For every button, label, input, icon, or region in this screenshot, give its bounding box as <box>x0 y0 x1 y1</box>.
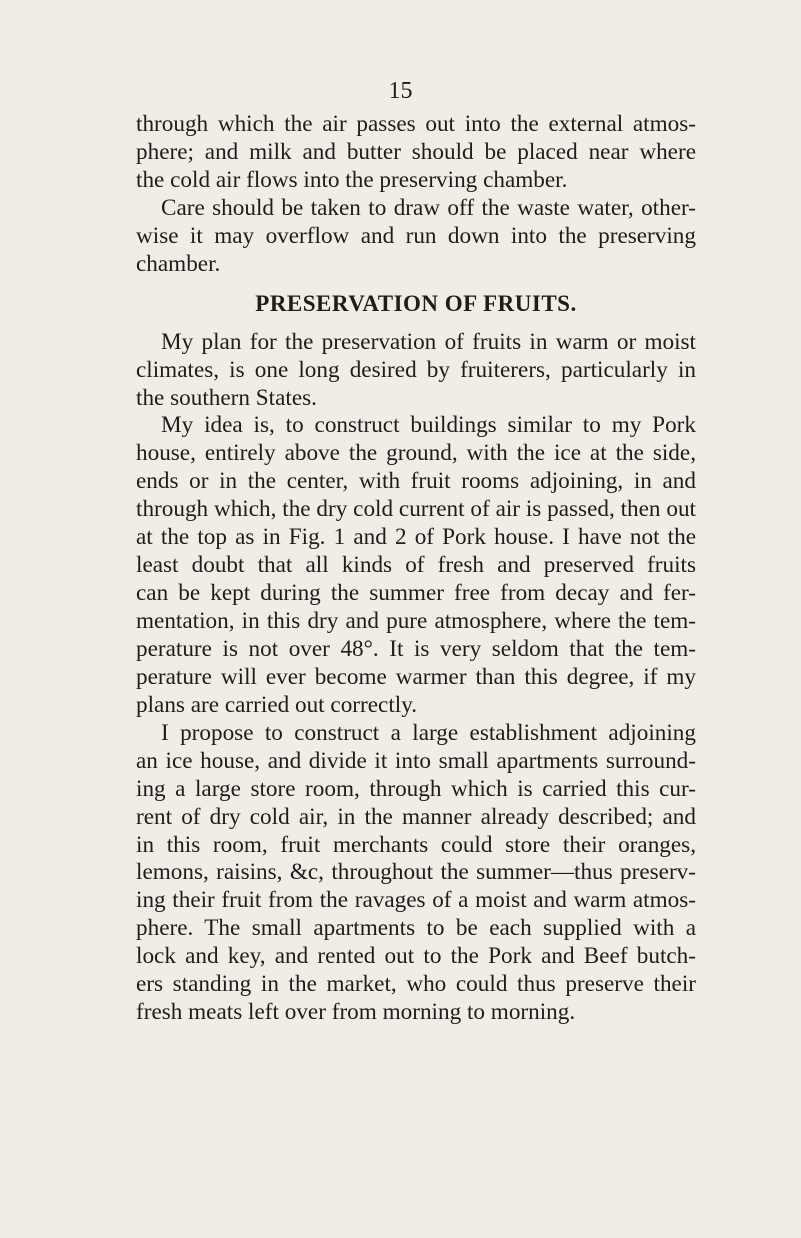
text-line: chamber. <box>136 250 221 277</box>
text-line: through which, the dry cold current of air is passed, then out <box>136 496 696 523</box>
text-line: My plan for the preservation of fruits in warm or moist <box>161 328 696 355</box>
text-line: Care should be taken to draw off the waste water, other- <box>161 194 696 221</box>
section-heading: PRESERVATION OF FRUITS. <box>255 290 577 316</box>
page-number: 15 <box>388 78 413 104</box>
text-line: wise it may overflow and run down into the preserving <box>136 222 696 249</box>
text-line: lemons, raisins, &c, throughout the summer—thus preserv- <box>136 859 696 886</box>
text-line: My idea is, to construct buildings similar to my Pork <box>161 412 696 439</box>
text-line: plans are carried out correctly. <box>136 691 418 718</box>
text-line: climates, is one long desired by fruiterers, particularly in <box>136 356 696 383</box>
text-line: ers standing in the market, who could thus preserve their <box>136 971 696 998</box>
text-line: house, entirely above the ground, with the ice at the side, <box>136 440 696 467</box>
text-line: phere; and milk and butter should be placed near where <box>136 138 696 165</box>
text-line: phere. The small apartments to be each supplied with a <box>136 915 696 942</box>
text-line: at the top as in Fig. 1 and 2 of Pork house. I have not the <box>136 524 696 551</box>
text-line: can be kept during the summer free from decay and fer- <box>136 580 696 607</box>
text-line: mentation, in this dry and pure atmosphere, where the tem- <box>136 608 696 634</box>
text-line: rent of dry cold air, in the manner already described; and <box>136 803 696 830</box>
text-line: ends or in the center, with fruit rooms adjoining, in and <box>136 468 696 495</box>
text-line: I propose to construct a large establishment adjoining <box>161 719 696 746</box>
text-line: ing their fruit from the ravages of a moist and warm atmos- <box>136 887 696 914</box>
text-line: perature will ever become warmer than this degree, if my <box>136 663 696 690</box>
text-line: an ice house, and divide it into small apartments surround- <box>136 747 696 774</box>
text-line: in this room, fruit merchants could store their oranges, <box>136 831 696 858</box>
text-line: the southern States. <box>136 384 317 411</box>
text-line: fresh meats left over from morning to morning. <box>136 999 576 1026</box>
text-line: lock and key, and rented out to the Pork and Beef butch- <box>136 943 696 970</box>
text-line: ing a large store room, through which is carried this cur- <box>136 775 696 802</box>
text-line: through which the air passes out into the external atmos- <box>136 111 696 137</box>
text-line: perature is not over 48°. It is very seldom that the tem- <box>136 635 696 662</box>
page-text <box>136 111 696 1027</box>
text-line: least doubt that all kinds of fresh and preserved fruits <box>136 552 696 579</box>
text-line: the cold air flows into the preserving chamber. <box>136 166 568 193</box>
